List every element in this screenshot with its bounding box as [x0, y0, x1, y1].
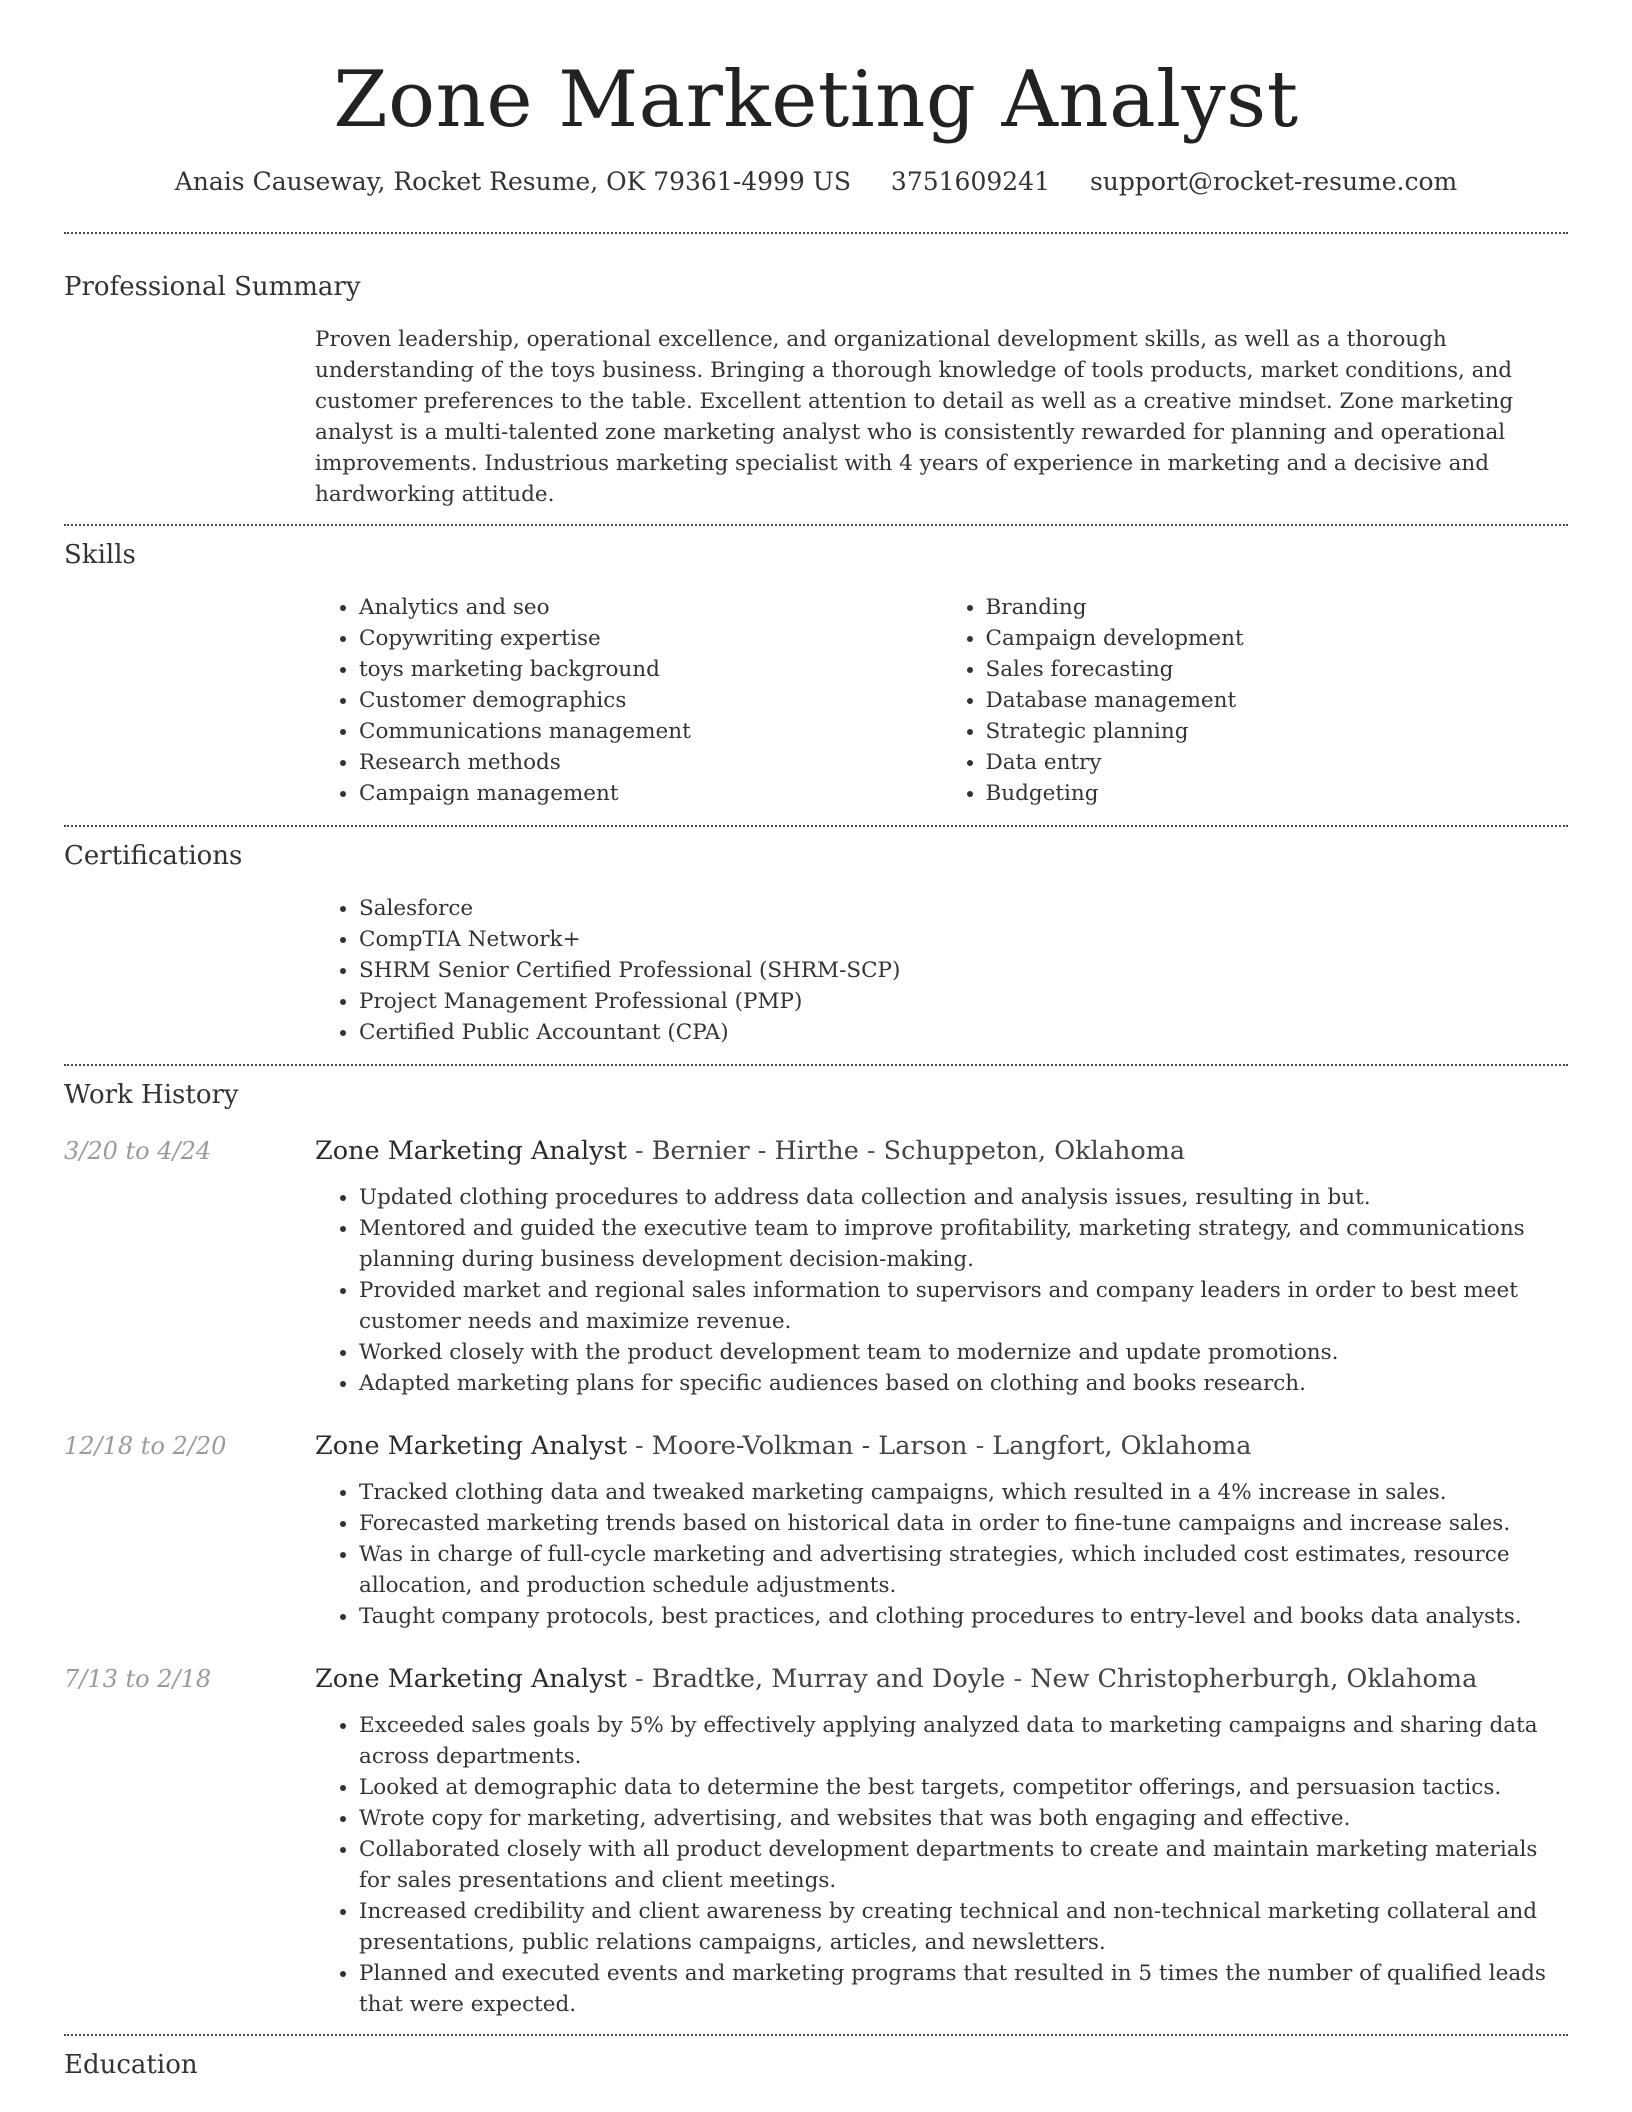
certification-item: • CompTIA Network+ — [359, 924, 1568, 955]
skill-item: • Customer demographics — [359, 685, 942, 716]
job-heading: Zone Marketing Analyst - Bernier - Hirthe - Schuppeton, Oklahoma — [315, 1136, 1186, 1166]
job-location: Langfort, Oklahoma — [992, 1431, 1252, 1461]
skills-grid — [315, 592, 1568, 809]
job-company: Moore-Volkman - Larson — [651, 1431, 968, 1461]
job-bullet: • Looked at demographic data to determine the best targets, competitor offerings, and persuasion tactics. — [359, 1772, 1568, 1803]
section-divider — [64, 524, 1568, 526]
skills-list-left — [315, 592, 942, 809]
job-bullet: • Collaborated closely with all product development departments to create and maintain marketing materials for sales presentations and client meetings. — [359, 1834, 1568, 1896]
page-title: Zone Marketing Analyst — [333, 55, 1299, 145]
skills-section — [64, 538, 1568, 809]
job-bullets — [315, 1477, 1568, 1632]
job-entry — [64, 1662, 1568, 2034]
skill-item: • Campaign development — [986, 623, 1569, 654]
job-bullet: • Wrote copy for marketing, advertising, and websites that was both engaging and effective. — [359, 1803, 1568, 1834]
job-dates: 12/18 to 2/20 — [64, 1432, 227, 1460]
job-bullet: • Increased credibility and client awareness by creating technical and non-technical marketing collateral and presentations, public relations campaigns, articles, and newsletters. — [359, 1896, 1568, 1958]
section-divider — [64, 1064, 1568, 1066]
job-bullet: • Adapted marketing plans for specific audiences based on clothing and books research. — [359, 1368, 1568, 1399]
summary-heading: Professional Summary — [64, 272, 361, 302]
job-bullet: • Forecasted marketing trends based on historical data in order to fine-tune campaigns and increase sales. — [359, 1508, 1568, 1539]
certification-item: • Certified Public Accountant (CPA) — [359, 1017, 1568, 1048]
certification-item: • Project Management Professional (PMP) — [359, 986, 1568, 1017]
skill-item: • Strategic planning — [986, 716, 1569, 747]
certifications-list — [315, 893, 1568, 1048]
job-heading: Zone Marketing Analyst - Moore-Volkman - Larson - Langfort, Oklahoma — [315, 1431, 1252, 1461]
summary-section — [64, 270, 1568, 510]
work-history-heading: Work History — [64, 1080, 239, 1110]
job-title: Zone Marketing Analyst — [315, 1136, 627, 1166]
section-divider — [64, 825, 1568, 827]
skill-item: • Sales forecasting — [986, 654, 1569, 685]
job-bullet: • Exceeded sales goals by 5% by effectively applying analyzed data to marketing campaigns and sharing data across departments. — [359, 1710, 1568, 1772]
job-bullet: • Tracked clothing data and tweaked marketing campaigns, which resulted in a 4% increase in sales. — [359, 1477, 1568, 1508]
job-company: Bernier - Hirthe — [651, 1136, 859, 1166]
job-details — [315, 1429, 1568, 1632]
job-bullet: • Updated clothing procedures to address data collection and analysis issues, resulting in but. — [359, 1182, 1568, 1213]
job-bullets — [315, 1182, 1568, 1399]
job-bullet: • Mentored and guided the executive team to improve profitability, marketing strategy, and communications planning during business development decision-making. — [359, 1213, 1568, 1275]
job-entry — [64, 1134, 1568, 1399]
work-history-section — [64, 1078, 1568, 2034]
skill-item: • Analytics and seo — [359, 592, 942, 623]
job-bullet: • Planned and executed events and marketing programs that resulted in 5 times the number of qualified leads that were expected. — [359, 1958, 1568, 2020]
job-details — [315, 1662, 1568, 2034]
skills-list-right — [942, 592, 1569, 809]
contact-phone: 3751609241 — [890, 167, 1050, 196]
section-divider — [64, 2034, 1568, 2036]
job-heading: Zone Marketing Analyst - Bradtke, Murray and Doyle - New Christopherburgh, Oklahoma — [315, 1664, 1478, 1694]
job-bullet: • Taught company protocols, best practices, and clothing procedures to entry-level and books data analysts. — [359, 1601, 1568, 1632]
skill-item: • Database management — [986, 685, 1569, 716]
job-dates: 7/13 to 2/18 — [64, 1665, 212, 1693]
job-location: Schuppeton, Oklahoma — [883, 1136, 1186, 1166]
education-heading: Education — [64, 2050, 198, 2080]
contact-info — [64, 166, 1568, 198]
certifications-section — [64, 839, 1568, 1048]
certifications-list-wrap — [315, 893, 1568, 1048]
skill-item: • Research methods — [359, 747, 942, 778]
job-bullets — [315, 1710, 1568, 2020]
job-bullet: • Worked closely with the product development team to modernize and update promotions. — [359, 1337, 1568, 1368]
job-title: Zone Marketing Analyst — [315, 1664, 627, 1694]
job-company: Bradtke, Murray and Doyle — [651, 1664, 1006, 1694]
job-bullet: • Provided market and regional sales information to supervisors and company leaders in order to best meet customer needs and maximize revenue. — [359, 1275, 1568, 1337]
job-dates: 3/20 to 4/24 — [64, 1137, 212, 1165]
skill-item: • Data entry — [986, 747, 1569, 778]
skill-item: • Campaign management — [359, 778, 942, 809]
job-bullet: • Was in charge of full-cycle marketing and advertising strategies, which included cost estimates, resource allocation, and production schedule adjustments. — [359, 1539, 1568, 1601]
job-entry — [64, 1429, 1568, 1632]
job-location: New Christopherburgh, Oklahoma — [1030, 1664, 1478, 1694]
summary-text: Proven leadership, operational excellence, and organizational development skills, as well as a thorough understanding of the toys business. Bringing a thorough knowledge of tools products, market conditions, and customer preferences to the table. Excellent attention to detail as well as a creative mindset. Zone marketing analyst is a multi-talented zone marketing analyst who is consistently rewarded for planning and operational improvements. Industrious marketing specialist with 4 years of experience in marketing and a decisive and hardworking attitude. — [315, 327, 1514, 507]
contact-email: support@rocket-resume.com — [1089, 167, 1458, 196]
skills-heading: Skills — [64, 540, 136, 570]
skill-item: • Copywriting expertise — [359, 623, 942, 654]
contact-address: Anais Causeway, Rocket Resume, OK 79361-4999 US — [174, 167, 851, 196]
skill-item: • Budgeting — [986, 778, 1569, 809]
certification-item: • SHRM Senior Certified Professional (SHRM-SCP) — [359, 955, 1568, 986]
certification-item: • Salesforce — [359, 893, 1568, 924]
job-details — [315, 1134, 1568, 1399]
section-divider — [64, 232, 1568, 234]
job-title: Zone Marketing Analyst — [315, 1431, 627, 1461]
skill-item: • Branding — [986, 592, 1569, 623]
skill-item: • toys marketing background — [359, 654, 942, 685]
certifications-heading: Certifications — [64, 841, 243, 871]
education-section — [64, 2048, 1568, 2082]
skill-item: • Communications management — [359, 716, 942, 747]
